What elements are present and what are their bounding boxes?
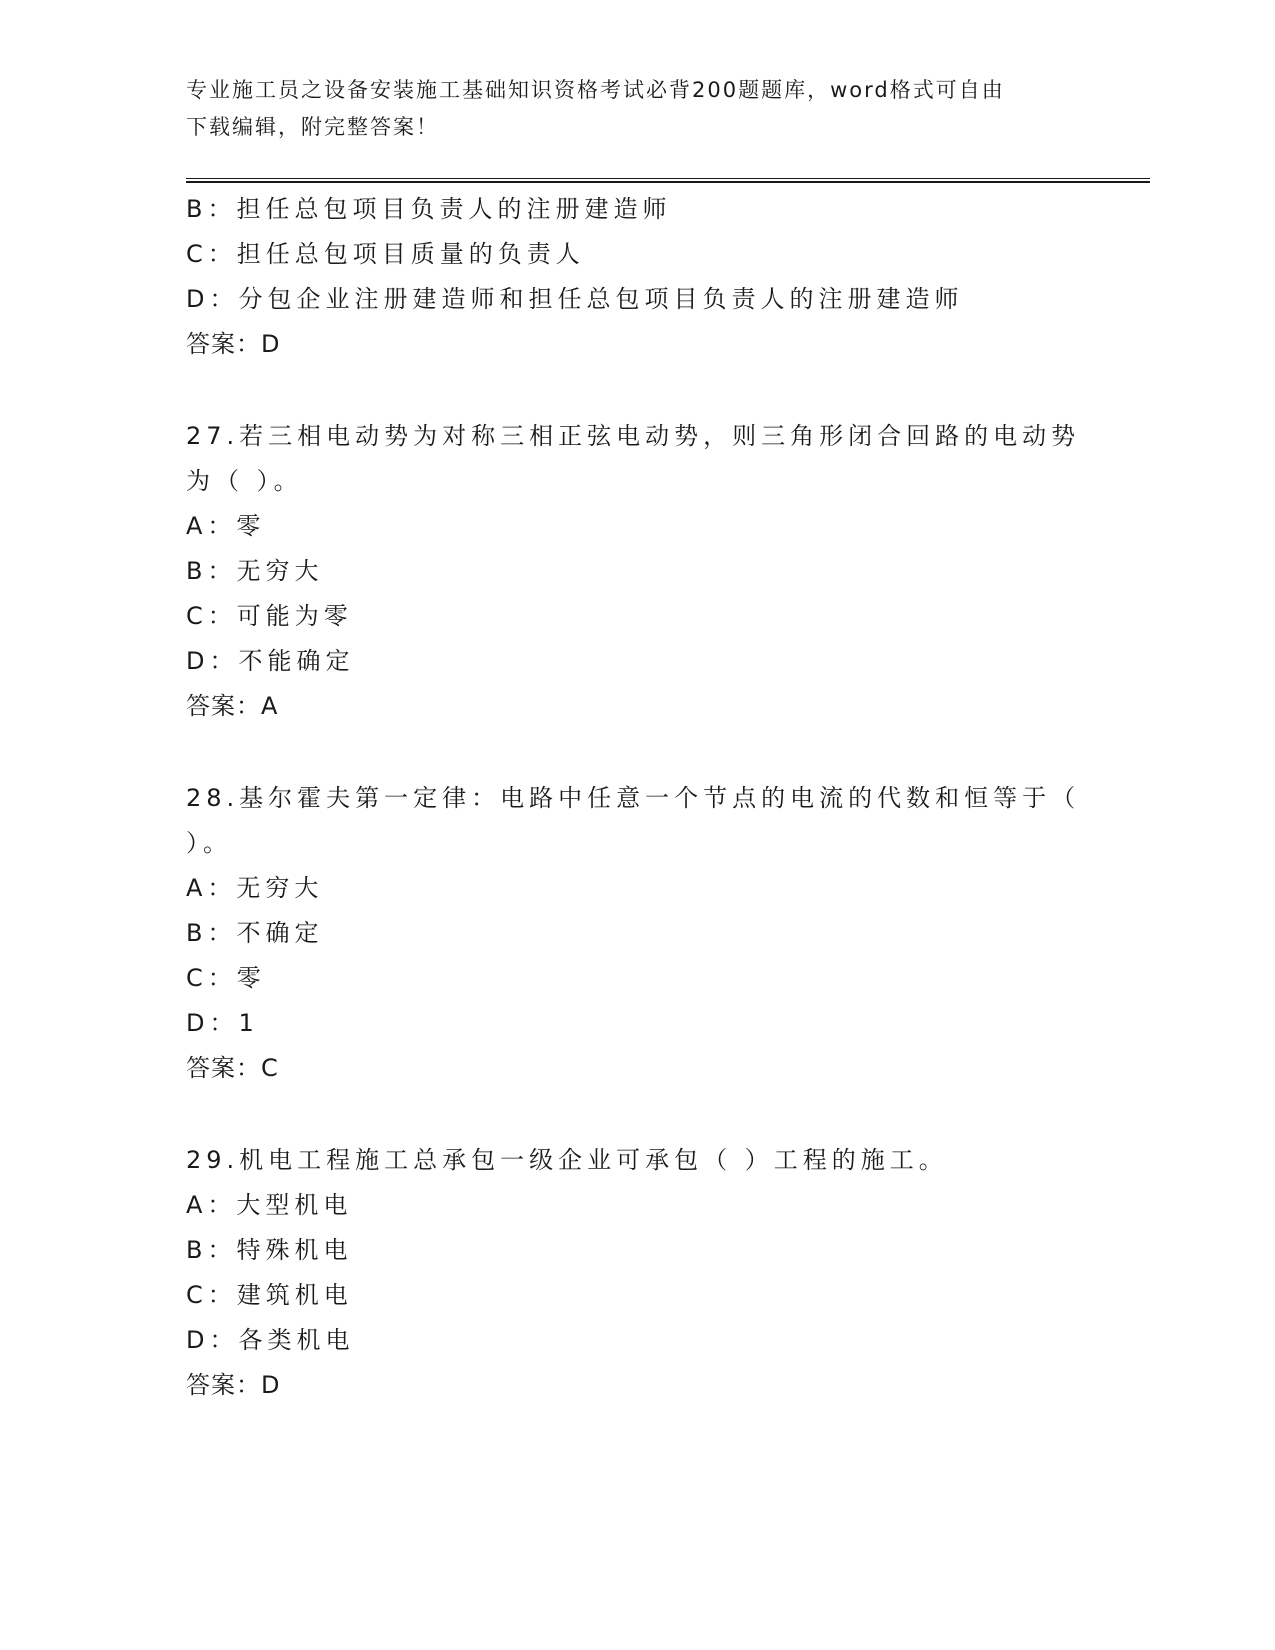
- header-title-line-2: 下载编辑，附完整答案！: [186, 115, 439, 139]
- option-c: C：建筑机电: [186, 1281, 353, 1309]
- option-b: B：担任总包项目负责人的注册建造师: [186, 195, 672, 223]
- question-stem-line-1: 27.若三相电动势为对称三相正弦电动势，则三角形闭合回路的电动势: [186, 422, 1081, 450]
- option-d: D：分包企业注册建造师和担任总包项目负责人的注册建造师: [186, 285, 964, 313]
- header-divider-thick: [186, 181, 1150, 183]
- question-list: [186, 187, 1086, 1408]
- option-d: D：各类机电: [186, 1326, 355, 1354]
- option-c: C：可能为零: [186, 602, 353, 630]
- option-b: B：无穷大: [186, 557, 324, 585]
- header-divider-thin: [186, 178, 1150, 179]
- option-a: A：大型机电: [186, 1191, 353, 1219]
- document-header: [186, 72, 1066, 146]
- question-block-27: [186, 414, 1086, 729]
- option-d: D：1: [186, 1009, 259, 1037]
- option-a: A：无穷大: [186, 874, 324, 902]
- option-b: B：不确定: [186, 919, 324, 947]
- question-block-continued: [186, 187, 1086, 367]
- question-stem-line-2: 为（ ）。: [186, 467, 303, 495]
- question-block-28: [186, 776, 1086, 1091]
- question-stem-line-1: 29.机电工程施工总承包一级企业可承包（ ）工程的施工。: [186, 1146, 948, 1174]
- question-block-29: [186, 1138, 1086, 1408]
- answer-line: 答案：D: [186, 1371, 281, 1399]
- answer-line: 答案：D: [186, 330, 281, 358]
- header-title-line-1: 专业施工员之设备安装施工基础知识资格考试必背200题题库，word格式可自由: [186, 78, 1005, 102]
- option-c: C：零: [186, 964, 266, 992]
- question-stem-line-1: 28.基尔霍夫第一定律：电路中任意一个节点的电流的代数和恒等于（: [186, 784, 1081, 812]
- option-b: B：特殊机电: [186, 1236, 353, 1264]
- question-stem-line-2: ）。: [186, 829, 232, 857]
- option-d: D：不能确定: [186, 647, 355, 675]
- option-a: A：零: [186, 512, 266, 540]
- answer-line: 答案：C: [186, 1054, 279, 1082]
- answer-line: 答案：A: [186, 692, 279, 720]
- option-c: C：担任总包项目质量的负责人: [186, 240, 585, 268]
